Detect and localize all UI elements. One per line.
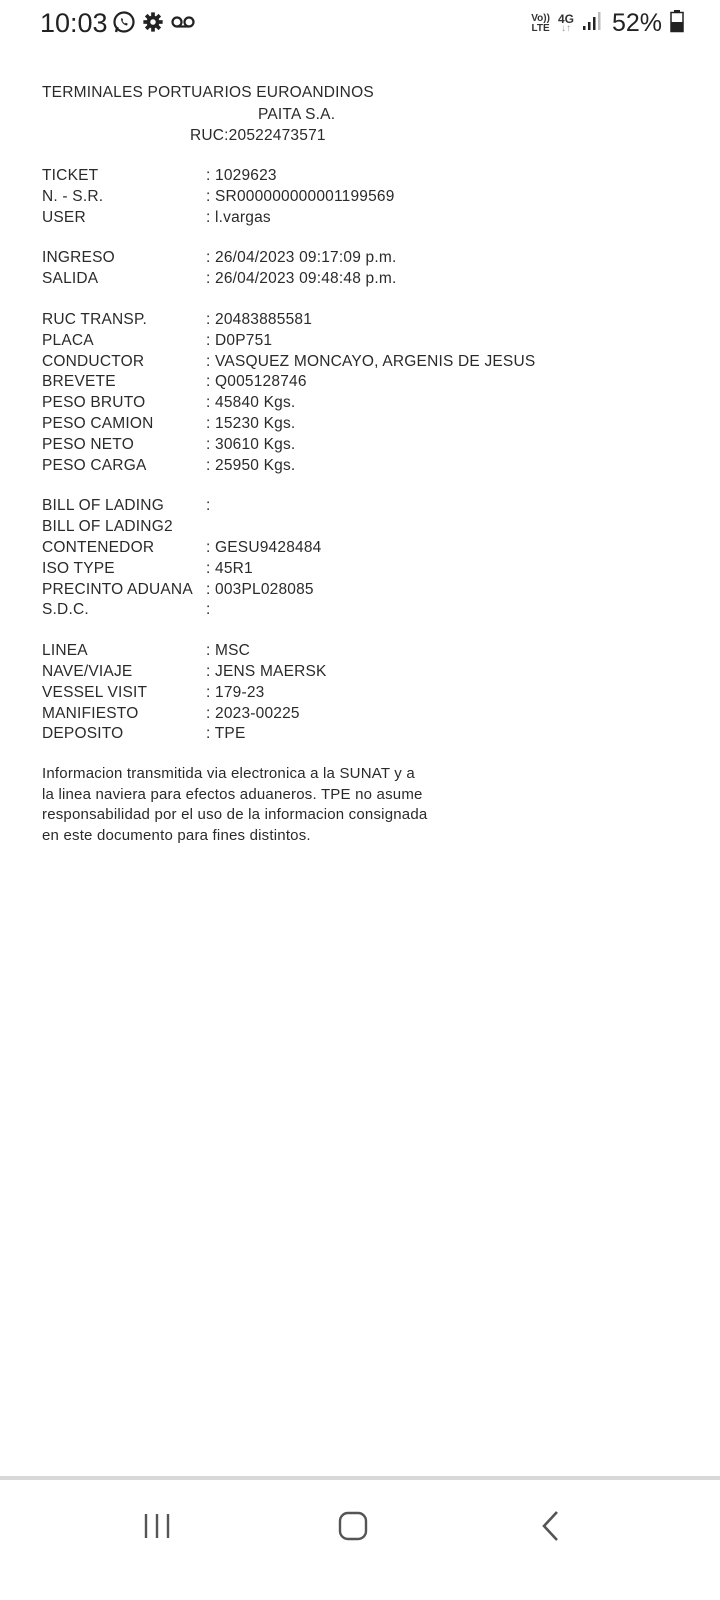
field-bill-of-lading2 — [42, 518, 682, 539]
company-name: TERMINALES PORTUARIOS EUROANDINOS — [42, 84, 374, 101]
recent-apps-button[interactable] — [112, 1500, 202, 1556]
notice-line: Informacion transmitida via electronica a la SUNAT y a — [42, 765, 415, 782]
gear-icon — [142, 11, 164, 38]
whatsapp-icon — [112, 10, 136, 39]
field-label: PESO CARGA — [42, 456, 147, 474]
field-value: : l.vargas — [206, 208, 271, 226]
field-label: CONDUCTOR — [42, 352, 145, 370]
field-value: : — [206, 601, 211, 619]
field-label: VESSEL VISIT — [42, 683, 148, 701]
volte-indicator: Vo)) LTE — [531, 12, 550, 34]
field-value: : 26/04/2023 09:48:48 p.m. — [206, 270, 397, 288]
field-label: PESO CAMION — [42, 414, 154, 432]
notification-icons — [112, 10, 196, 39]
field-nave-viaje — [42, 663, 682, 684]
signal-icon — [582, 10, 604, 37]
field-value: : MSC — [206, 642, 251, 660]
ticket-fields — [42, 167, 682, 746]
field-value: : D0P751 — [206, 331, 273, 349]
home-icon — [337, 1510, 369, 1547]
field-placa — [42, 332, 682, 353]
field-value: : 45840 Kgs. — [206, 394, 296, 412]
field-precinto-aduana — [42, 581, 682, 602]
field-label: S.D.C. — [42, 601, 89, 619]
notice-line: responsabilidad por el uso de la informacion consignada — [42, 806, 428, 824]
field-value: : 30610 Kgs. — [206, 435, 296, 453]
field-label: N. - S.R. — [42, 187, 104, 205]
field-label: PLACA — [42, 331, 94, 349]
field-label: BILL OF LADING2 — [42, 518, 173, 536]
status-time: 10:03 — [40, 8, 108, 38]
field-label: RUC TRANSP. — [42, 310, 147, 328]
field-value: : 26/04/2023 09:17:09 p.m. — [206, 249, 397, 267]
field-value: : 45R1 — [206, 559, 253, 577]
section-gap — [42, 229, 682, 249]
field-conductor — [42, 353, 682, 374]
field-iso-type — [42, 560, 682, 581]
company-ruc: RUC:20522473571 — [190, 127, 326, 144]
field-label: TICKET — [42, 167, 99, 184]
field-ingreso — [42, 249, 682, 270]
field-value: : GESU9428484 — [206, 538, 322, 556]
battery-percent: 52% — [611, 9, 662, 37]
field-peso-carga — [42, 457, 682, 478]
field-value: : 1029623 — [206, 167, 277, 184]
field-label: MANIFIESTO — [42, 704, 139, 722]
field-value: : SR000000000001199569 — [206, 187, 395, 205]
field-ticket — [42, 167, 682, 188]
field-label: BREVETE — [42, 373, 116, 391]
status-bar — [0, 0, 720, 46]
field-value: : 003PL028085 — [206, 580, 314, 598]
field-value: : 179-23 — [206, 683, 265, 701]
field-label: DEPOSITO — [42, 725, 124, 743]
field-value: : 15230 Kgs. — [206, 414, 296, 432]
field-linea — [42, 642, 682, 663]
legal-notice — [42, 764, 482, 846]
field-salida — [42, 270, 682, 291]
field-label: INGRESO — [42, 249, 115, 267]
section-gap — [42, 291, 682, 311]
field-label: PRECINTO ADUANA — [42, 580, 193, 598]
section-gap — [42, 477, 682, 497]
field-label: NAVE/VIAJE — [42, 662, 133, 680]
field-contenedor — [42, 539, 682, 560]
notice-line: la linea naviera para efectos aduaneros. TPE no asume — [42, 785, 423, 803]
field-brevete — [42, 373, 682, 394]
field-label: USER — [42, 208, 86, 226]
back-button[interactable] — [506, 1500, 596, 1556]
field-value: : JENS MAERSK — [206, 662, 327, 680]
status-right — [531, 9, 684, 38]
field-value: : Q005128746 — [206, 373, 307, 391]
field-sdc — [42, 601, 682, 622]
field-deposito — [42, 725, 682, 746]
field-label: BILL OF LADING — [42, 497, 164, 515]
field-manifiesto — [42, 705, 682, 726]
field-peso-neto — [42, 436, 682, 457]
section-gap — [42, 622, 682, 642]
notice-line: en este documento para fines distintos. — [42, 826, 311, 844]
field-label: CONTENEDOR — [42, 538, 155, 556]
home-button[interactable] — [308, 1500, 398, 1556]
voicemail-icon — [170, 11, 196, 38]
field-peso-camion — [42, 415, 682, 436]
back-icon — [539, 1510, 563, 1547]
battery-icon — [670, 9, 684, 38]
field-value: : 25950 Kgs. — [206, 456, 296, 474]
field-value: : VASQUEZ MONCAYO, ARGENIS DE JESUS — [206, 352, 536, 370]
field-ns-r — [42, 188, 682, 209]
navigation-bar — [0, 1480, 720, 1600]
field-user — [42, 209, 682, 230]
field-bill-of-lading — [42, 497, 682, 518]
field-label: PESO NETO — [42, 435, 134, 453]
recent-apps-icon — [142, 1511, 172, 1546]
field-label: PESO BRUTO — [42, 394, 146, 412]
company-location: PAITA S.A. — [258, 106, 336, 123]
field-peso-bruto — [42, 394, 682, 415]
field-value: : — [206, 497, 211, 515]
field-ruc-transp — [42, 311, 682, 332]
field-value: : 2023-00225 — [206, 704, 300, 722]
network-type-indicator: 4G ↓↑ — [557, 11, 574, 34]
field-label: ISO TYPE — [42, 559, 115, 577]
field-vessel-visit — [42, 684, 682, 705]
field-label: LINEA — [42, 642, 88, 660]
field-value: : 20483885581 — [206, 310, 313, 328]
field-value: : TPE — [206, 725, 246, 743]
field-label: SALIDA — [42, 270, 99, 288]
